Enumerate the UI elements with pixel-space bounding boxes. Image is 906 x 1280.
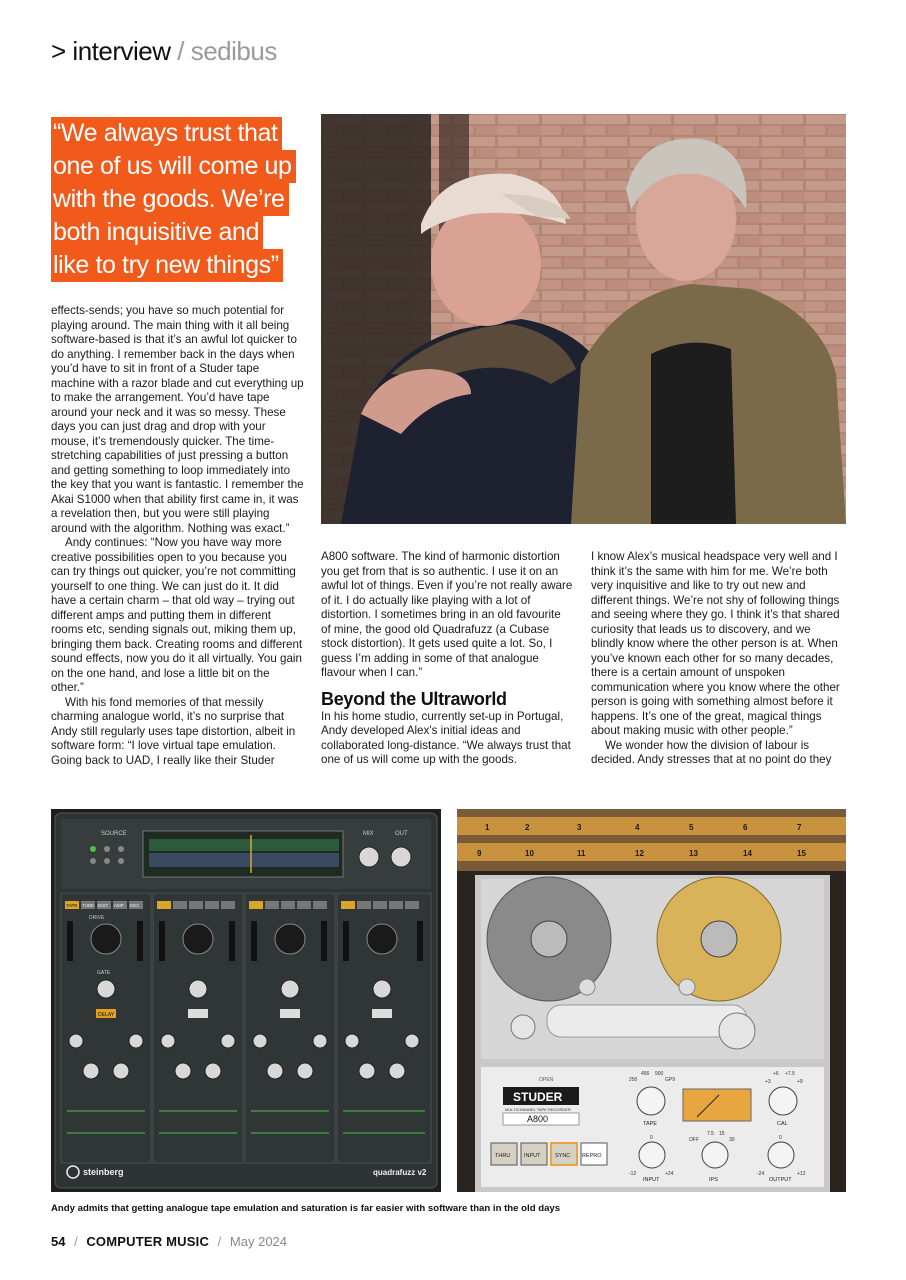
source-label: SOURCE [101,831,127,837]
footer-separator: / [217,1234,222,1249]
pull-quote-line: both inquisitive and [51,216,263,249]
gate-label: GATE [97,970,111,976]
svg-text:7: 7 [797,823,802,832]
header-section: interview [72,36,171,66]
article-column-3 [591,550,846,768]
svg-text:5: 5 [689,823,694,832]
delay-label: DELAY [98,1012,115,1018]
fbk-knob[interactable] [129,1034,143,1048]
page-footer [51,1234,287,1249]
input-knob[interactable] [639,1142,665,1168]
out-knob[interactable] [391,847,411,867]
svg-text:9: 9 [477,849,482,858]
tape-scale: 456 [641,1071,650,1077]
tape-scale: GP9 [665,1077,676,1083]
input-scale: +24 [665,1171,674,1177]
studer-brand: STUDER [513,1090,563,1104]
ips-scale: 7.5 [707,1131,714,1137]
paragraph: effects-sends; you have so much potential for playing around. The main thing with it all being software-based is that it’s an awful lot quicker to do anything. I remember back in the days when you’d have to sit in front of a Studer tape machine with a razor blade and cut everything up to make the arrangement. You’d have tape around your neck and it was so messy. These days you can just drag and drop with your mouse, it’s tremendously quicker. The time-stretching capabilities of just pressing a button and getting something to loop immediately into the key that you want is fantastic. I remember the Akai S1000 when that ability first came in, it was a revelation then, but you were still playing around with the algorithm. Nothing was exact.” [51,304,304,535]
output-scale: +12 [797,1171,806,1177]
mode-tab: DEC [130,903,140,908]
header-subject: sedibus [190,36,277,66]
cal-knob-label: CAL [777,1121,788,1127]
studer-model: A800 [527,1114,549,1124]
cal-scale: +7.5 [785,1071,795,1077]
pull-quote-line: with the goods. We’re [51,183,289,216]
head-cover [547,1005,747,1037]
svg-text:14: 14 [743,849,752,858]
output-scale: 0 [779,1135,782,1141]
input-scale: -12 [629,1171,637,1177]
tape-scale: 250 [629,1077,638,1083]
ips-scale: 15 [719,1131,725,1137]
article-column-2 [321,550,573,768]
output-knob[interactable] [768,1142,794,1168]
paragraph: In his home studio, currently set-up in Portugal, Andy developed Alex’s initial ideas and collaborated long-distance. “We always trust that one of us will come up with the goods. [321,709,571,766]
time-knob[interactable] [69,1034,83,1048]
svg-text:12: 12 [635,849,644,858]
pull-quote-line: “We always trust that [51,117,282,150]
magazine-name: COMPUTER MUSIC [86,1234,210,1249]
mode-tab: DIST [98,903,109,908]
gate-knob[interactable] [97,980,115,998]
mix-band-knob[interactable] [113,1063,129,1079]
cal-knob[interactable] [769,1087,797,1115]
section-header [51,36,277,67]
input-knob-label: INPUT [643,1177,660,1183]
ips-scale: 30 [729,1137,735,1143]
product-label: quadrafuzz v2 [373,1168,427,1177]
source-led-icon [90,846,96,852]
brand-label: steinberg [83,1167,124,1177]
svg-text:6: 6 [743,823,748,832]
svg-text:3: 3 [577,823,582,832]
tape-scale: 900 [655,1071,664,1077]
cal-scale: +3 [765,1079,771,1085]
thru-label: THRU [495,1153,511,1159]
pull-quote [51,117,306,282]
paragraph: We wonder how the division of labour is decided. Andy stresses that at no point do they [591,738,832,766]
tape-knob-label: TAPE [643,1121,657,1127]
cal-scale: +6 [773,1071,779,1077]
pull-quote-line: one of us will come up [51,150,296,183]
drive-knob[interactable] [91,924,121,954]
input-label: INPUT [524,1153,541,1159]
open-label: OPEN [539,1077,554,1083]
pull-quote-line: like to try new things” [51,249,283,282]
studer-a800-screenshot [457,809,846,1192]
mode-tab: TUBE [82,903,95,908]
studer-subtitle: MULTICHANNEL TAPE RECORDER [505,1107,571,1112]
portrait-photo-icon [321,114,846,524]
ips-scale: OFF [689,1137,699,1143]
article-column-1 [51,304,305,768]
svg-text:1: 1 [485,823,490,832]
band-2 [153,893,243,1163]
output-knob-label: OUTPUT [769,1177,792,1183]
ips-knob-label: IPS [709,1177,718,1183]
paragraph: Andy continues: “Now you have way more creative possibilities open to you because you can try things out quicker, you’re not committing yourself to one thing. We can just do it. It did have a certain charm – that old way – trying out different amps and putting them in different rooms etc, sending signals out, miking them up, bringing them back. Creating rooms and different sound effects, now you do it all virtually. You gain on the one hand, and lose a little bit on the other.” [51,536,303,694]
drive-label: DRIVE [89,915,105,921]
quadrafuzz-screenshot [51,809,441,1192]
mode-tab: TAPE [66,903,78,908]
paragraph: With his fond memories of that messily charming analogue world, it’s no surprise that Andy still regularly uses tape distortion, albeit in software form: “I love virtual tape emulation. Going back to UAD, I really like their Studer [51,695,296,767]
svg-text:10: 10 [525,849,534,858]
portrait-photo [321,114,846,524]
subheading: Beyond the Ultraworld [321,688,507,709]
header-separator: / [177,36,184,66]
output-scale: -24 [757,1171,765,1177]
image-caption: Andy admits that getting analogue tape emulation and saturation is far easier with software than in the old days [51,1203,561,1214]
tape-knob[interactable] [637,1087,665,1115]
paragraph: I know Alex’s musical headspace very well and I think it’s the same with him for me. We’re both very inquisitive and like to try out new and different things. We’re not shy of following things and seeing where they go. I think it’s that shared curiosity that leads us to discovery, and we blindly know where the other person is at. When you’ve known each other for so many decades, there is a certain amount of unspoken communication where you know where the other person is going with something almost before it happens. It’s one of the great, magical things about making music with other people.” [591,550,840,737]
sync-label: SYNC [555,1153,571,1159]
page-number: 54 [51,1234,66,1249]
duck-knob[interactable] [83,1063,99,1079]
mix-label: MIX [363,831,374,837]
band-3 [245,893,335,1163]
svg-text:4: 4 [635,823,640,832]
repro-label: REPRO [582,1153,602,1159]
issue-date: May 2024 [229,1234,288,1249]
header-prefix: > [51,36,66,66]
mix-knob[interactable] [359,847,379,867]
band-1 [61,893,151,1163]
out-label: OUT [395,831,408,837]
svg-text:2: 2 [525,823,530,832]
svg-text:15: 15 [797,849,806,858]
mode-tab: AMP [114,903,124,908]
vu-meter [683,1089,751,1121]
svg-text:11: 11 [577,849,586,858]
paragraph: A800 software. The kind of harmonic distortion you get from that is so authentic. I use it on an awful lot of things. Even if you’re not really aware of it. I do actually like playing with a lot of distortion. I sometimes bring in an old favourite of mine, the good old Quadrafuzz (a Cubase stock distortion). It gets used quite a lot. So, I guess I’m adding in some of that analogue flavour when I can.” [321,550,573,679]
cal-scale: +9 [797,1079,803,1085]
band-4 [337,893,431,1163]
ips-knob[interactable] [702,1142,728,1168]
svg-text:13: 13 [689,849,698,858]
input-scale: 0 [650,1135,653,1141]
footer-separator: / [74,1234,78,1249]
